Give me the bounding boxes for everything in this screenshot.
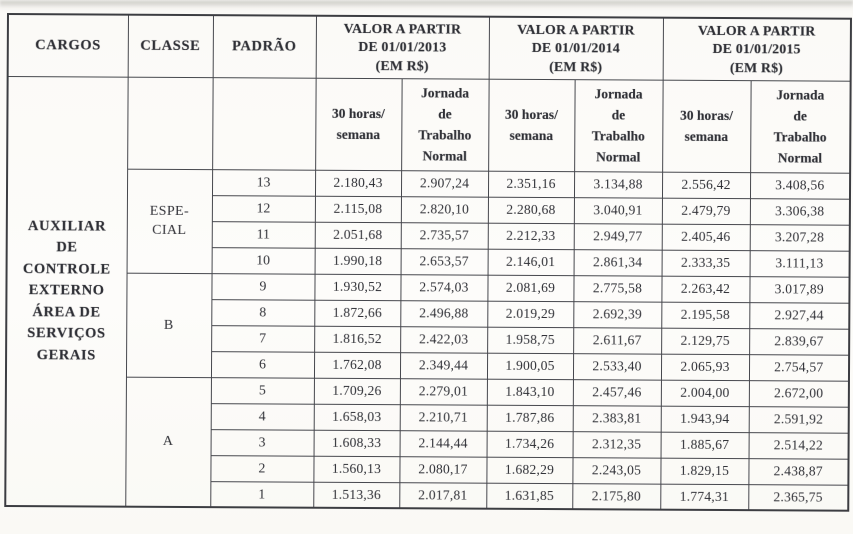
padrao-cell: 6 (211, 351, 314, 378)
value-cell: 3.408,56 (750, 172, 850, 199)
value-cell: 2.820,10 (401, 196, 488, 222)
padrao-cell: 13 (212, 169, 315, 196)
value-cell: 2.514,22 (749, 432, 849, 459)
value-cell: 2.180,43 (315, 170, 401, 196)
classe-group-cell: A (125, 377, 211, 507)
value-cell: 2.279,01 (400, 378, 487, 404)
value-cell: 2.907,24 (401, 170, 488, 196)
value-cell: 1.734,26 (487, 431, 573, 457)
value-cell: 2.144,44 (400, 430, 487, 456)
value-cell: 1.774,31 (660, 484, 748, 510)
value-cell: 1.872,66 (314, 300, 400, 326)
value-cell: 2.839,67 (749, 328, 849, 355)
value-cell: 2.195,58 (661, 302, 749, 328)
scan-artifact-line (0, 1, 853, 8)
padrao-cell: 12 (212, 195, 315, 222)
col-header-classe: CLASSE (128, 15, 213, 77)
cargo-cell: AUXILIAR DE CONTROLE EXTERNO ÁREA DE SERVIÇOS GERAIS (5, 76, 127, 507)
value-cell: 2.457,46 (573, 379, 661, 405)
value-cell: 2.692,39 (573, 301, 661, 327)
col-header-cargos: CARGOS (8, 14, 128, 77)
value-cell: 2.574,03 (400, 274, 487, 300)
value-cell: 2.004,00 (661, 380, 749, 406)
value-cell: 1.930,52 (314, 274, 400, 300)
value-cell: 2.129,75 (661, 328, 749, 354)
value-cell: 1.958,75 (487, 327, 573, 353)
value-cell: 2.065,93 (661, 354, 749, 380)
value-cell: 2.556,42 (662, 172, 750, 198)
value-cell: 1.816,52 (314, 326, 400, 352)
padrao-cell: 1 (210, 481, 313, 508)
value-cell: 1.762,08 (314, 352, 400, 378)
value-cell: 2.280,68 (488, 197, 574, 223)
subheader-hours-2015: 30 horas/ semana (662, 80, 751, 172)
padrao-cell: 9 (211, 273, 314, 300)
padrao-cell: 10 (212, 247, 315, 274)
value-cell: 2.479,79 (662, 198, 750, 224)
value-cell: 2.422,03 (400, 326, 487, 352)
padrao-cell: 3 (211, 429, 314, 456)
padrao-cell: 8 (211, 299, 314, 326)
table-row (6, 376, 849, 407)
value-cell: 3.306,38 (750, 198, 850, 225)
value-cell: 2.351,16 (488, 171, 574, 197)
subheader-jornada-2015: Jornada de Trabalho Normal (750, 80, 851, 173)
value-cell: 1.513,36 (313, 482, 399, 508)
value-cell: 2.017,81 (399, 482, 486, 508)
value-cell: 2.349,44 (400, 352, 487, 378)
value-cell: 2.653,57 (401, 248, 488, 274)
padrao-empty-cell (212, 77, 316, 170)
classe-group-cell: B (126, 273, 212, 377)
value-cell: 2.263,42 (661, 276, 749, 302)
value-cell: 2.365,75 (748, 484, 848, 511)
col-header-valor-2013: VALOR A PARTIR DE 01/01/2013 (EM R$) (316, 16, 489, 79)
value-cell: 2.775,58 (573, 275, 661, 301)
salary-table (4, 13, 852, 512)
col-header-valor-2015: VALOR A PARTIR DE 01/01/2015 (EM R$) (663, 18, 851, 81)
value-cell: 2.533,40 (573, 353, 661, 379)
value-cell: 2.146,01 (488, 249, 574, 275)
value-cell: 2.115,08 (315, 196, 401, 222)
value-cell: 1.787,86 (487, 405, 573, 431)
padrao-cell: 5 (211, 377, 314, 404)
value-cell: 2.591,92 (749, 406, 849, 433)
value-cell: 1.631,85 (486, 483, 572, 509)
value-cell: 2.383,81 (573, 405, 661, 431)
value-cell: 1.843,10 (487, 379, 573, 405)
value-cell: 2.175,80 (572, 483, 660, 509)
table-wrapper (4, 13, 851, 512)
value-cell: 2.333,35 (662, 250, 750, 276)
value-cell: 1.682,29 (486, 457, 572, 483)
value-cell: 2.212,33 (488, 223, 574, 249)
value-cell: 2.081,69 (487, 275, 573, 301)
header-row (8, 14, 851, 81)
value-cell: 1.658,03 (314, 404, 400, 430)
subheader-hours-2013: 30 horas/ semana (315, 78, 402, 170)
value-cell: 1.829,15 (660, 458, 748, 484)
value-cell: 2.927,44 (749, 302, 849, 329)
value-cell: 2.405,46 (662, 224, 750, 250)
value-cell: 1.608,33 (314, 430, 400, 456)
padrao-cell: 2 (210, 455, 313, 482)
value-cell: 2.210,71 (400, 404, 487, 430)
value-cell: 2.243,05 (572, 457, 660, 483)
col-header-valor-2014: VALOR A PARTIR DE 01/01/2014 (EM R$) (489, 17, 663, 80)
value-cell: 2.496,88 (400, 300, 487, 326)
table-row (6, 272, 849, 303)
value-cell: 1.709,26 (314, 378, 400, 404)
value-cell: 3.040,91 (574, 197, 662, 223)
value-cell: 2.019,29 (487, 301, 573, 327)
value-cell: 3.207,28 (750, 224, 850, 251)
value-cell: 2.861,34 (574, 249, 662, 275)
value-cell: 3.111,13 (750, 250, 850, 277)
value-cell: 2.611,67 (573, 327, 661, 353)
value-cell: 1.885,67 (661, 432, 749, 458)
padrao-cell: 4 (211, 403, 314, 430)
value-cell: 2.949,77 (574, 223, 662, 249)
table-body (5, 76, 850, 511)
value-cell: 2.438,87 (748, 458, 848, 485)
value-cell: 2.312,35 (573, 431, 661, 457)
value-cell: 2.051,68 (315, 222, 401, 248)
value-cell: 2.754,57 (749, 354, 849, 381)
col-header-padrao: PADRÃO (213, 15, 316, 78)
value-cell: 2.672,00 (749, 380, 849, 407)
classe-empty-cell (127, 77, 213, 169)
value-cell: 1.560,13 (313, 456, 399, 482)
value-cell: 3.017,89 (749, 276, 849, 303)
padrao-cell: 7 (211, 325, 314, 352)
value-cell: 1.990,18 (315, 248, 401, 274)
subheader-hours-2014: 30 horas/ semana (488, 79, 575, 171)
value-cell: 1.900,05 (487, 353, 573, 379)
subheader-jornada-2014: Jornada de Trabalho Normal (574, 79, 663, 171)
subheader-jornada-2013: Jornada de Trabalho Normal (401, 78, 489, 170)
value-cell: 3.134,88 (574, 171, 662, 197)
value-cell: 1.943,94 (661, 406, 749, 432)
value-cell: 2.735,57 (401, 222, 488, 248)
value-cell: 2.080,17 (399, 456, 486, 482)
classe-group-cell: ESPE- CIAL (127, 169, 213, 273)
table-row (7, 168, 850, 199)
padrao-cell: 11 (212, 221, 315, 248)
subheader-row (7, 76, 851, 173)
